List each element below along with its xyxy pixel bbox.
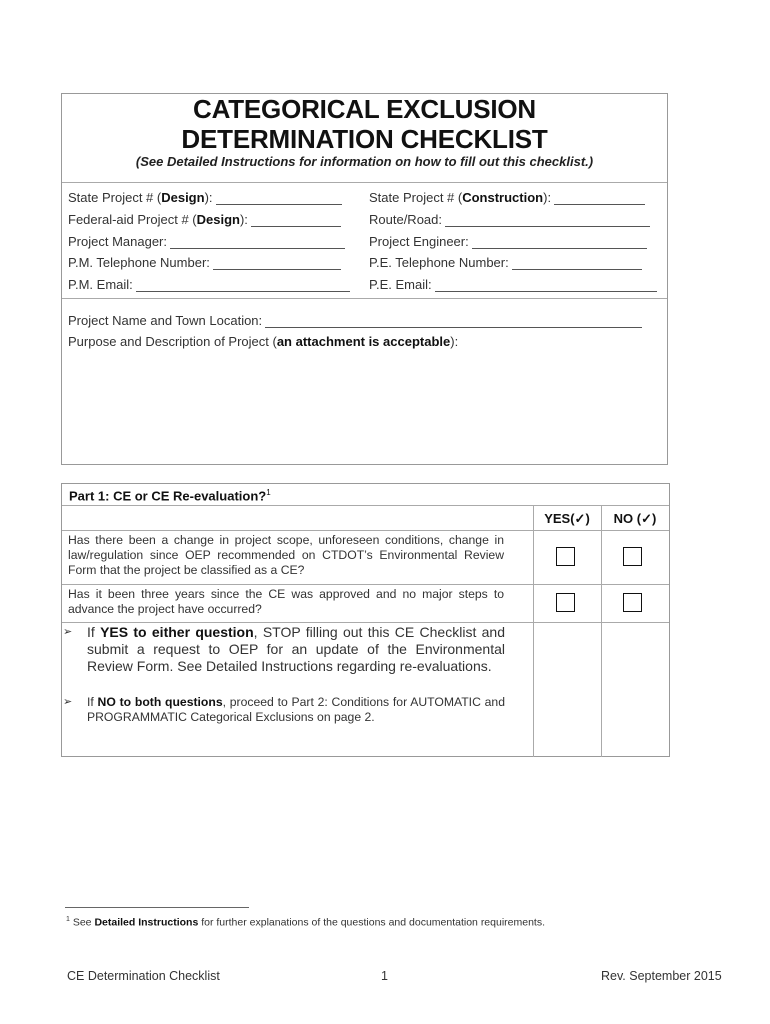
footnote-ref: 1 xyxy=(266,488,271,497)
field-label-bold: Construction xyxy=(462,190,544,205)
pe-email-input[interactable] xyxy=(435,280,657,292)
field-label: Purpose and Description of Project ( xyxy=(68,334,277,349)
field-label: Route/Road: xyxy=(369,212,442,227)
project-manager-input[interactable] xyxy=(170,237,345,249)
footer-revision: Rev. September 2015 xyxy=(601,969,722,983)
project-engineer-input[interactable] xyxy=(472,237,647,249)
field-label: Federal-aid Project # ( xyxy=(68,212,197,227)
question-1: Has there been a change in project scope, unforeseen conditions, change in law/regulation since OEP recommended on CTDOT’s Environmental Review Form that the project be classified as a CE? xyxy=(68,533,504,577)
field-label: P.E. Telephone Number: xyxy=(369,255,509,270)
pe-telephone-field[interactable] xyxy=(369,255,642,270)
part1-table xyxy=(61,483,670,757)
instruction-bold: NO to both questions xyxy=(97,695,223,709)
route-road-input[interactable] xyxy=(445,215,650,227)
part1-title xyxy=(69,488,271,503)
title-line-2: DETERMINATION CHECKLIST xyxy=(181,124,548,154)
footnote-rule xyxy=(65,907,249,908)
footer-doc-name: CE Determination Checklist xyxy=(67,969,220,983)
field-label: ): xyxy=(204,190,213,205)
project-manager-field[interactable] xyxy=(68,234,345,249)
question-2: Has it been three years since the CE was approved and no major steps to advance the project have occurred? xyxy=(68,587,504,616)
question-1-yes-checkbox[interactable] xyxy=(556,547,575,566)
field-label: Project Engineer: xyxy=(369,234,469,249)
field-label: ): xyxy=(450,334,459,349)
no-column-header: NO (✓) xyxy=(613,511,657,526)
field-label: Project Name and Town Location: xyxy=(68,313,263,328)
state-project-construction-input[interactable] xyxy=(554,193,645,205)
footnote-text: See xyxy=(72,916,95,929)
arrow-bullet-icon: ➢ xyxy=(63,626,73,638)
instruction-no xyxy=(63,695,505,725)
footnote-text: for further explanations of the questions and documentation requirements. xyxy=(198,916,546,929)
project-info-box xyxy=(61,93,668,465)
federal-aid-project-input[interactable] xyxy=(251,215,341,227)
field-label: ): xyxy=(239,212,248,227)
instruction-bold: YES to either question xyxy=(100,624,254,640)
part1-title-text: Part 1: CE or CE Re-evaluation? xyxy=(69,488,267,504)
footnote xyxy=(66,916,545,929)
footnote-number: 1 xyxy=(66,916,70,923)
instruction-text: , STOP filling out this CE Checklist and submit a request to OEP for an update of the Environmental Review Form. See Detailed Instructions regarding re-evaluations. xyxy=(87,624,505,674)
field-label: State Project # ( xyxy=(369,190,463,205)
divider xyxy=(62,505,669,506)
instruction-yes xyxy=(63,624,505,675)
divider xyxy=(62,182,667,183)
divider xyxy=(62,622,669,623)
field-label: State Project # ( xyxy=(68,190,162,205)
column-divider xyxy=(601,505,602,757)
subtitle: (See Detailed Instructions for information on how to fill out this checklist.) xyxy=(135,154,594,169)
divider xyxy=(62,298,667,299)
divider xyxy=(62,584,669,585)
instruction-text: If xyxy=(87,695,98,709)
pm-telephone-field[interactable] xyxy=(68,255,341,270)
yes-column-header: YES(✓) xyxy=(544,511,590,526)
arrow-bullet-icon: ➢ xyxy=(63,696,73,708)
question-1-no-checkbox[interactable] xyxy=(623,547,642,566)
state-project-design-input[interactable] xyxy=(216,193,342,205)
field-label: P.E. Email: xyxy=(369,277,432,292)
purpose-description-label[interactable] xyxy=(68,334,458,349)
instruction-text: If xyxy=(87,624,101,640)
project-name-location-field[interactable] xyxy=(68,313,642,328)
instruction-text: , proceed to Part 2: Conditions for AUTOMATIC and PROGRAMMATIC Categorical Exclusions on page 2. xyxy=(87,695,505,724)
field-label: ): xyxy=(543,190,552,205)
pe-email-field[interactable] xyxy=(369,277,657,292)
question-2-no-checkbox[interactable] xyxy=(623,593,642,612)
field-label-bold: Design xyxy=(196,212,240,227)
pm-email-input[interactable] xyxy=(136,280,350,292)
pe-telephone-input[interactable] xyxy=(512,258,642,270)
pm-telephone-input[interactable] xyxy=(213,258,341,270)
project-name-location-input[interactable] xyxy=(265,316,642,328)
project-engineer-field[interactable] xyxy=(369,234,647,249)
field-label: P.M. Telephone Number: xyxy=(68,255,210,270)
column-divider xyxy=(533,505,534,757)
field-label: Project Manager: xyxy=(68,234,167,249)
footer-page-number: 1 xyxy=(381,969,388,983)
field-label-bold: an attachment is acceptable xyxy=(276,334,451,349)
field-label-bold: Design xyxy=(161,190,205,205)
state-project-design-field[interactable] xyxy=(68,190,342,205)
title-line-1: CATEGORICAL EXCLUSION xyxy=(193,94,536,124)
question-2-yes-checkbox[interactable] xyxy=(556,593,575,612)
state-project-construction-field[interactable] xyxy=(369,190,645,205)
federal-aid-project-field[interactable] xyxy=(68,212,341,227)
divider xyxy=(62,530,669,531)
route-road-field[interactable] xyxy=(369,212,650,227)
field-label: P.M. Email: xyxy=(68,277,133,292)
pm-email-field[interactable] xyxy=(68,277,350,292)
footnote-bold: Detailed Instructions xyxy=(94,916,199,929)
